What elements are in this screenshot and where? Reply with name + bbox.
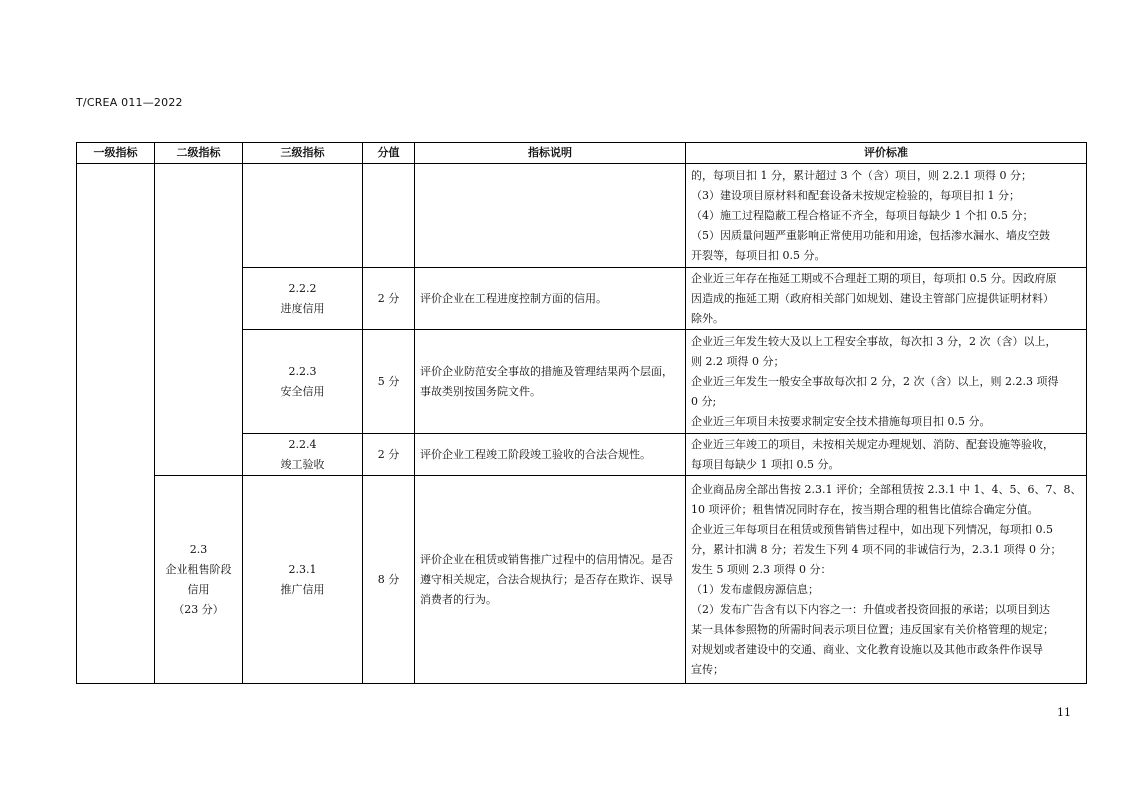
level3-name: 竣工验收 xyxy=(280,457,325,471)
standard-line: 企业近三年项目未按要求制定安全技术措施每项目扣 0.5 分。 xyxy=(691,414,991,428)
score-cell: 2 分 xyxy=(363,434,415,476)
standard-line: 的，每项目扣 1 分，累计超过 3 个（含）项目，则 2.2.1 项得 0 分； xyxy=(691,168,1032,182)
standard-line: 分，累计扣满 8 分；若发生下列 4 项不同的非诚信行为，2.3.1 项得 0 分； xyxy=(691,542,1062,556)
standard-line: 企业近三年存在拖延工期或不合理赶工期的项目，每项扣 0.5 分。因政府原 xyxy=(691,271,1057,285)
standard-line: （4）施工过程隐蔽工程合格证不齐全，每项目每缺少 1 个扣 0.5 分； xyxy=(691,208,1034,222)
score-cell: 8 分 xyxy=(363,476,415,684)
doc-code: T/CREA 011—2022 xyxy=(76,96,183,109)
standard-line: （3）建设项目原材料和配套设备未按规定检验的，每项目扣 1 分； xyxy=(691,188,1020,202)
level3-cell xyxy=(243,434,363,476)
standard-cell xyxy=(686,330,1087,434)
column-header: 三级指标 xyxy=(243,143,363,164)
level3-cell xyxy=(243,330,363,434)
standard-line: 因造成的拖延工期（政府相关部门如规划、建设主管部门应提供证明材料） xyxy=(691,291,1054,305)
level3-code: 2.3.1 xyxy=(288,562,317,576)
description-cell xyxy=(415,268,686,330)
standard-line: 宣传； xyxy=(691,662,724,676)
criteria-table xyxy=(76,142,1087,684)
description-cell xyxy=(415,330,686,434)
table-header-row xyxy=(77,143,1087,164)
score-cell xyxy=(363,164,415,268)
column-header: 指标说明 xyxy=(415,143,686,164)
table-row xyxy=(77,164,1087,268)
level3-name: 进度信用 xyxy=(280,301,325,315)
standard-line: 10 项评价；租售情况同时存在，按当期合理的租售比值综合确定分值。 xyxy=(691,502,1039,516)
level3-cell xyxy=(243,164,363,268)
standard-cell xyxy=(686,268,1087,330)
description-cell: 评价企业工程竣工阶段竣工验收的合法合规性。 xyxy=(415,434,686,476)
level3-name: 安全信用 xyxy=(280,384,325,398)
standard-line: 企业近三年发生较大及以上工程安全事故，每次扣 3 分，2 次（含）以上， xyxy=(691,334,1057,348)
standard-line: 则 2.2 项得 0 分； xyxy=(691,354,785,368)
level2-name: 信用 xyxy=(187,582,210,596)
level3-cell xyxy=(243,268,363,330)
description-text: 评价企业在租赁或销售推广过程中的信用情况。是否遵守相关规定，合法合规执行；是否存在欺诈、误导消费者的行为。 xyxy=(420,552,673,606)
standard-line: 开裂等，每项目扣 0.5 分。 xyxy=(691,248,826,262)
column-header: 二级指标 xyxy=(155,143,243,164)
standard-line: （1）发布虚假房源信息； xyxy=(691,582,819,596)
standard-line: （2）发布广告含有以下内容之一：升值或者投资回报的承诺；以项目到达 xyxy=(691,602,1050,616)
table-row xyxy=(77,476,1087,684)
level2-score: （23 分） xyxy=(173,602,224,616)
column-header: 一级指标 xyxy=(77,143,155,164)
description-text: 评价企业防范安全事故的措施及管理结果两个层面，事故类别按国务院文件。 xyxy=(420,364,673,398)
standard-line: 每项目每缺少 1 项扣 0.5 分。 xyxy=(691,457,840,471)
level3-name: 推广信用 xyxy=(280,582,325,596)
standard-line: 企业近三年发生一般安全事故每次扣 2 分，2 次（含）以上，则 2.2.3 项得 xyxy=(691,374,1059,388)
standard-line: 企业近三年竣工的项目，未按相关规定办理规划、消防、配套设施等验收， xyxy=(691,437,1054,451)
standard-line: 对规划或者建设中的交通、商业、文化教育设施以及其他市政条件作误导 xyxy=(691,642,1043,656)
level3-code: 2.2.2 xyxy=(288,281,317,295)
standard-cell xyxy=(686,164,1087,268)
description-cell xyxy=(415,476,686,684)
level2-code: 2.3 xyxy=(189,542,208,556)
level2-cell xyxy=(155,476,243,684)
description-text: 评价企业在工程进度控制方面的信用。 xyxy=(420,291,607,305)
standard-line: 企业近三年每项目在租赁或预售销售过程中，如出现下列情况，每项扣 0.5 xyxy=(691,522,1053,536)
score-cell: 2 分 xyxy=(363,268,415,330)
description-cell xyxy=(415,164,686,268)
standard-cell xyxy=(686,476,1087,684)
level3-cell xyxy=(243,476,363,684)
level2-cell xyxy=(155,164,243,476)
standard-line: 发生 5 项则 2.3 项得 0 分： xyxy=(691,562,832,576)
level3-code: 2.2.4 xyxy=(288,437,317,451)
standard-line: 0 分; xyxy=(691,394,717,408)
standard-line: （5）因质量问题严重影响正常使用功能和用途，包括渗水漏水、墙皮空鼓 xyxy=(691,228,1050,242)
level3-code: 2.2.3 xyxy=(288,364,317,378)
column-header: 分值 xyxy=(363,143,415,164)
standard-line: 除外。 xyxy=(691,311,724,325)
column-header: 评价标准 xyxy=(686,143,1087,164)
level2-name: 企业租售阶段 xyxy=(165,562,232,576)
standard-line: 某一具体参照物的所需时间表示项目位置；违反国家有关价格管理的规定； xyxy=(691,622,1054,636)
page-number: 11 xyxy=(1057,706,1071,719)
level1-cell xyxy=(77,164,155,684)
standard-cell xyxy=(686,434,1087,476)
score-cell: 5 分 xyxy=(363,330,415,434)
standard-line: 企业商品房全部出售按 2.3.1 评价；全部租赁按 2.3.1 中 1、4、5、6、7、8、 xyxy=(691,482,1081,496)
